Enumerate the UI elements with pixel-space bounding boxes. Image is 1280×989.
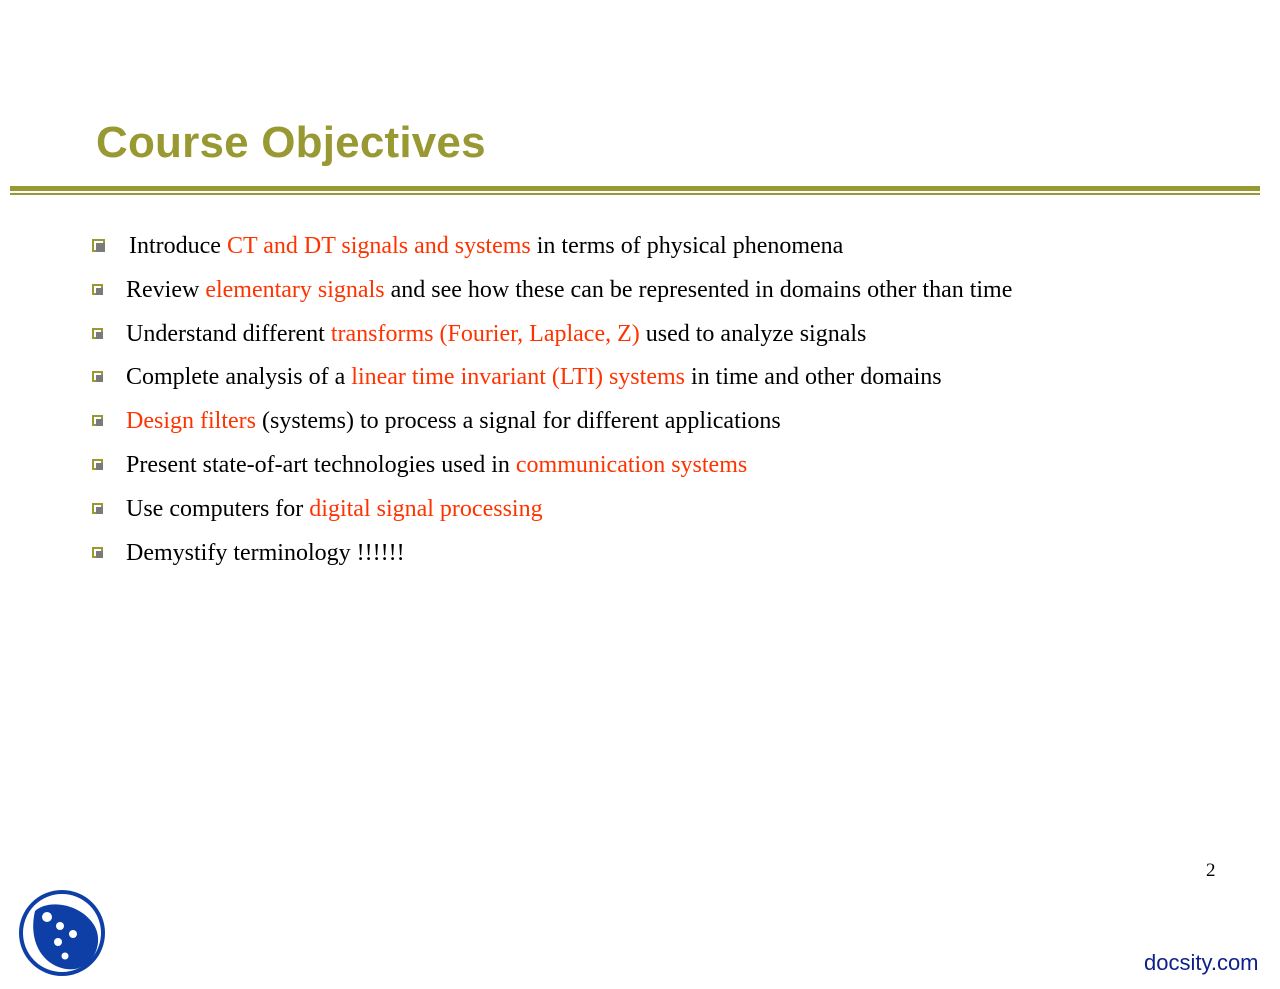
highlighted-term: elementary signals (205, 276, 385, 303)
objective-text (126, 403, 781, 439)
objective-text (126, 316, 866, 352)
objective-text-segment: Understand different (126, 320, 331, 347)
objective-text-segment: in time and other domains (684, 364, 942, 391)
objective-text-segment: (systems) to process a signal for different applications (255, 408, 781, 435)
objective-text-segment: Review (126, 276, 206, 303)
objective-text-segment: in terms of physical phenomena (530, 233, 844, 259)
highlighted-term: CT and DT signals and systems (226, 233, 531, 259)
objective-text (126, 447, 747, 483)
square-bullet-icon (92, 371, 103, 382)
objective-text (126, 272, 1012, 308)
square-bullet-icon (92, 284, 103, 295)
objective-text-segment: used to analyze signals (639, 320, 867, 347)
square-bullet-icon (92, 503, 103, 514)
square-bullet-icon (92, 547, 103, 558)
objective-text-segment: Complete analysis of a (126, 364, 352, 391)
objective-text (126, 535, 405, 571)
square-bullet-icon (92, 459, 103, 470)
highlighted-term: linear time invariant (LTI) systems (351, 364, 685, 391)
objective-text-segment: and see how these can be represented in domains other than time (384, 276, 1013, 303)
title-divider-thick (10, 186, 1260, 191)
objective-text-segment: Demystify terminology !!!!!! (126, 539, 405, 566)
highlighted-term: communication systems (515, 451, 748, 478)
objective-text-segment: Use computers for (126, 495, 310, 522)
square-bullet-icon (92, 239, 105, 252)
slide-title: Course Objectives (96, 118, 486, 167)
highlighted-term: transforms (Fourier, Laplace, Z) (330, 320, 640, 347)
objective-text-segment: Introduce (129, 233, 227, 259)
docsity-logo-icon[interactable] (18, 889, 106, 977)
square-bullet-icon (92, 328, 103, 339)
objective-text (126, 491, 543, 527)
square-bullet-icon (92, 415, 103, 426)
objective-text (126, 359, 942, 395)
docsity-link[interactable]: docsity.com (1144, 950, 1259, 975)
highlighted-term: digital signal processing (309, 495, 543, 522)
title-divider-thin (10, 193, 1260, 195)
page-number: 2 (1206, 860, 1216, 881)
highlighted-term: Design filters (126, 408, 256, 435)
objective-text-segment: Present state-of-art technologies used in (126, 451, 516, 478)
objective-text (129, 228, 843, 264)
